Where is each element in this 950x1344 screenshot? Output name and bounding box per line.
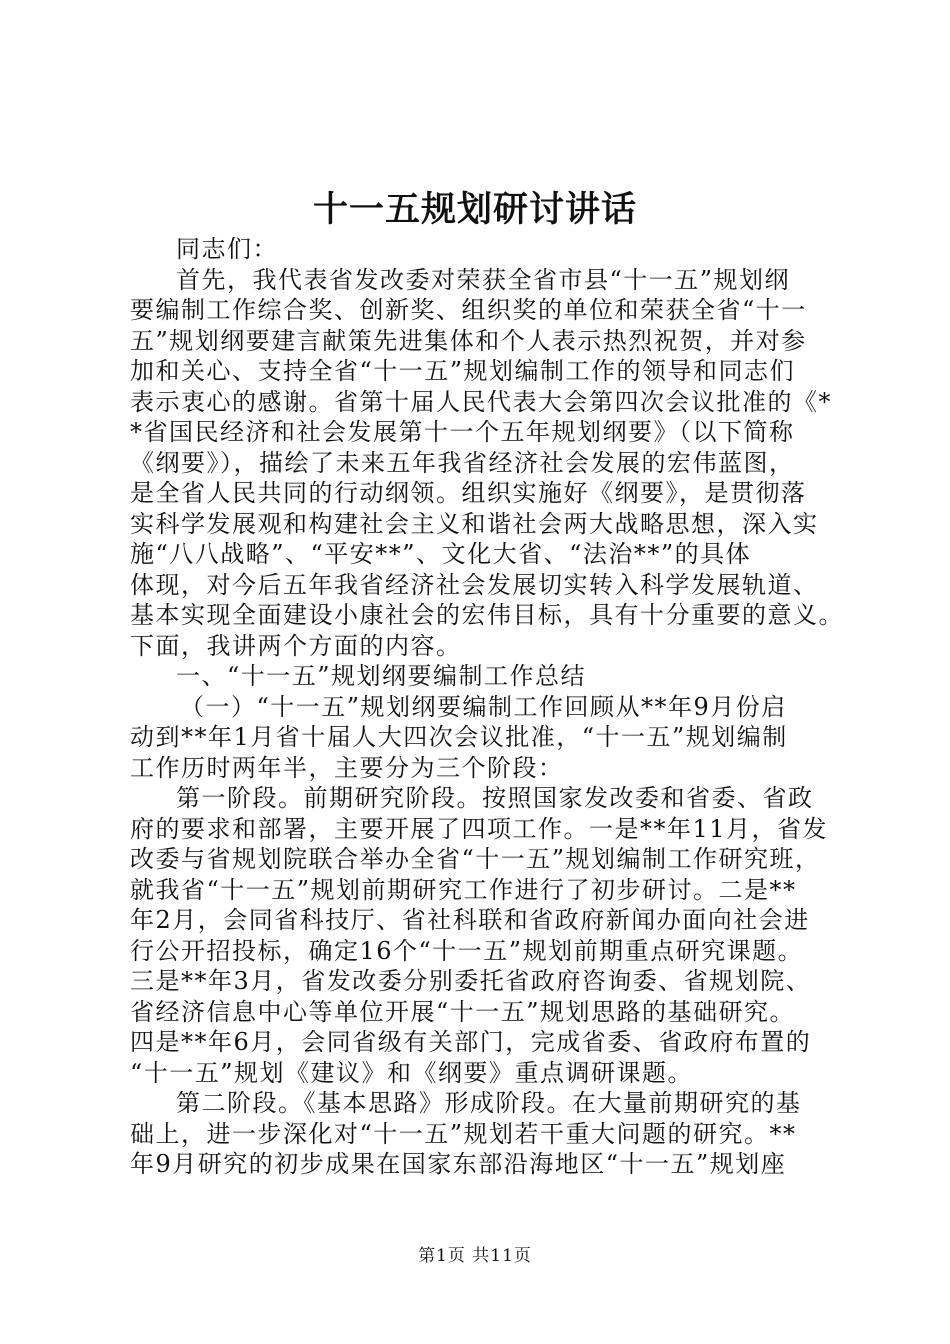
section-heading: 一、“十一五”规划纲要编制工作总结 (176, 662, 587, 690)
text-line: 年9月研究的初步成果在国家东部沿海地区“十一五”规划座 (130, 1150, 787, 1178)
text-line: 省经济信息中心等单位开展“十一五”规划思路的基础研究。 (130, 997, 796, 1026)
text-line: 下面，我讲两个方面的内容。 (130, 631, 462, 660)
text-line: 工作历时两年半，主要分为三个阶段： (130, 753, 564, 782)
text-line: 就我省“十一五”规划前期研究工作进行了初步研讨。二是** (130, 875, 797, 904)
text-line: “十一五”规划《建议》和《纲要》重点调研课题。 (130, 1058, 694, 1087)
text-line: *省国民经济和社会发展第十一个五年规划纲要》（以下简称 (130, 418, 795, 446)
text-line: 《纲要》），描绘了未来五年我省经济社会发展的宏伟蓝图， (130, 448, 795, 477)
text-line: 行公开招投标，确定16个“十一五”规划前期重点研究课题。 (130, 936, 804, 965)
text-line: 动到**年1月省十届人大四次会议批准，“十一五”规划编制 (130, 723, 788, 751)
text-line: 基本实现全面建设小康社会的宏伟目标，具有十分重要的意义。 (130, 601, 844, 629)
text-line: 改委与省规划院联合举办全省“十一五”规划编制工作研究班， (130, 845, 821, 873)
page-footer: 第1页 共11页 (418, 1246, 532, 1266)
text-line: 第二阶段。《基本思路》形成阶段。在大量前期研究的基 (176, 1089, 802, 1117)
text-line: 实科学发展观和构建社会主义和谐社会两大战略思想，深入实 (130, 509, 819, 538)
text-line: 年2月，会同省科技厅、省社科联和省政府新闻办面向社会进 (130, 906, 810, 934)
text-line: 加和关心、支持全省“十一五”规划编制工作的领导和同志们 (130, 357, 796, 385)
document-title: 十一五规划研讨讲话 (312, 189, 637, 230)
text-line: 表示衷心的感谢。省第十届人民代表大会第四次会议批准的《* (130, 387, 832, 416)
document-body (130, 234, 850, 1180)
subsection-heading: （一）“十一五”规划纲要编制工作回顾从**年9月份启 (180, 692, 787, 721)
text-line: 施“八八战略”、“平安**”、文化大省、“法治**”的具体 (130, 540, 752, 568)
text-line: 五”规划纲要建言献策先进集体和个人表示热烈祝贺，并对参 (130, 326, 807, 355)
text-line: 体现，对今后五年我省经济社会发展切实转入科学发展轨道、 (130, 570, 819, 599)
text-line: 四是**年6月，会同省级有关部门，完成省委、省政府布置的 (130, 1028, 812, 1056)
text-line: 础上，进一步深化对“十一五”规划若干重大问题的研究。** (130, 1119, 797, 1148)
text-line: 首先，我代表省发改委对荣获全省市县“十一五”规划纲 (176, 265, 791, 294)
text-line: 要编制工作综合奖、创新奖、组织奖的单位和荣获全省“十一 (130, 296, 807, 324)
text-line: 是全省人民共同的行动纲领。组织实施好《纲要》，是贯彻落 (130, 479, 807, 507)
text-line: 同志们： (176, 235, 278, 263)
text-line: 三是**年3月，省发改委分别委托省政府咨询委、省规划院、 (130, 967, 812, 995)
text-line: 府的要求和部署，主要开展了四项工作。一是**年11月，省发 (130, 814, 829, 843)
text-line: 第一阶段。前期研究阶段。按照国家发改委和省委、省政 (176, 784, 814, 812)
